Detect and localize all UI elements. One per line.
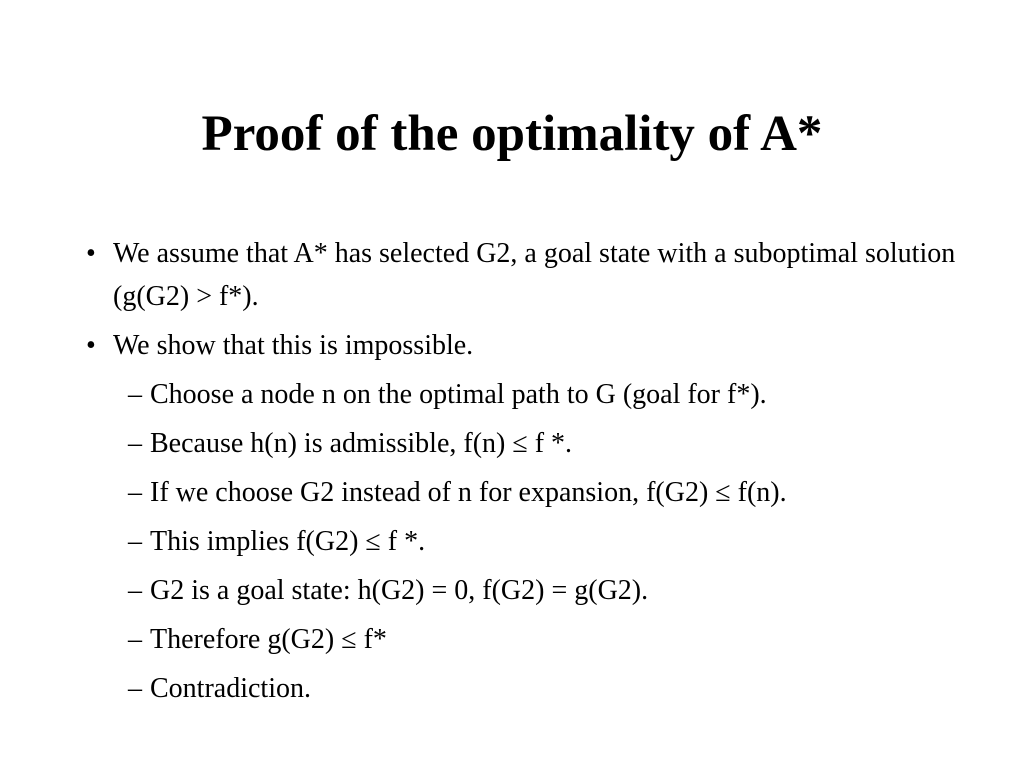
sub-bullet-text: This implies f(G2) ≤ f *. bbox=[150, 526, 426, 557]
sub-bullet-marker: – bbox=[128, 379, 142, 410]
sub-bullet-text: G2 is a goal state: h(G2) = 0, f(G2) = g(G2). bbox=[150, 575, 649, 606]
sub-bullet-text: Therefore g(G2) ≤ f* bbox=[150, 624, 387, 655]
sub-bullet-item bbox=[128, 520, 966, 563]
bullet-text: We show that this is impossible. bbox=[113, 330, 474, 361]
sub-bullet-item bbox=[128, 373, 966, 416]
bullet-text: We assume that A* has selected G2, a goal state with a suboptimal solution (g(G2) > f*). bbox=[113, 238, 956, 312]
sub-bullet-item bbox=[128, 422, 966, 465]
bullet-item bbox=[86, 232, 966, 318]
sub-bullet-marker: – bbox=[128, 673, 142, 704]
bullet-list bbox=[86, 232, 966, 716]
sub-bullet-text: Choose a node n on the optimal path to G (goal for f*). bbox=[150, 379, 767, 410]
bullet-item bbox=[86, 324, 966, 367]
sub-bullet-text: Contradiction. bbox=[150, 673, 311, 704]
sub-bullet-marker: – bbox=[128, 526, 142, 557]
sub-bullet-marker: – bbox=[128, 428, 142, 459]
sub-bullet-item bbox=[128, 471, 966, 514]
slide-title: Proof of the optimality of A* bbox=[201, 106, 823, 162]
sub-bullet-item bbox=[128, 618, 966, 661]
bullet-marker: • bbox=[86, 330, 96, 361]
sub-bullet-marker: – bbox=[128, 575, 142, 606]
sub-bullet-marker: – bbox=[128, 477, 142, 508]
sub-bullet-item bbox=[128, 569, 966, 612]
sub-bullet-text: Because h(n) is admissible, f(n) ≤ f *. bbox=[150, 428, 573, 459]
sub-bullet-marker: – bbox=[128, 624, 142, 655]
sub-bullet-item bbox=[128, 667, 966, 710]
sub-bullet-text: If we choose G2 instead of n for expansion, f(G2) ≤ f(n). bbox=[150, 477, 787, 508]
bullet-marker: • bbox=[86, 238, 96, 269]
